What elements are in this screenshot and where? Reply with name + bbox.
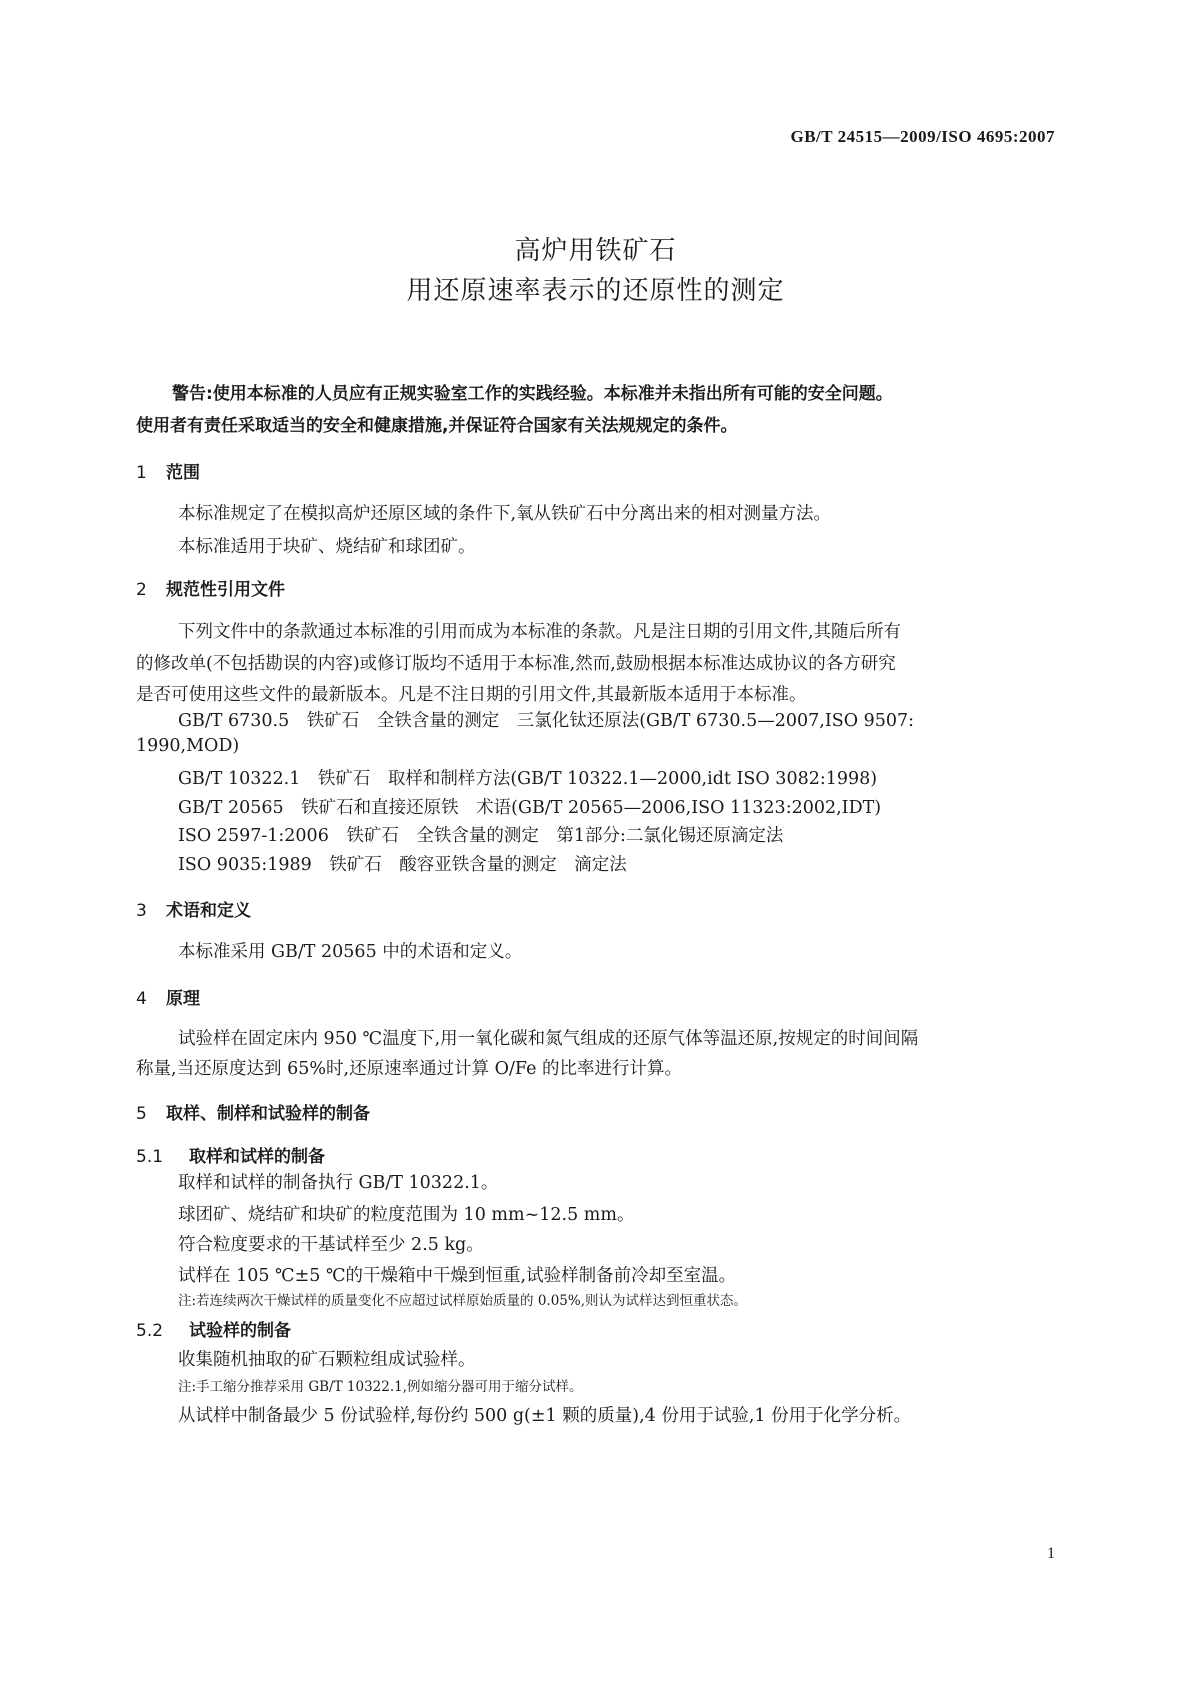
s5-1-line1: 取样和试样的制备执行 GB/T 10322.1。 xyxy=(178,1173,499,1193)
s3-paragraph: 本标准采用 GB/T 20565 中的术语和定义。 xyxy=(178,942,523,962)
safety-warning xyxy=(136,378,1056,442)
reference-5: ISO 9035:1989 铁矿石 酸容亚铁含量的测定 滴定法 xyxy=(178,855,627,875)
subsection-number: 5.1 xyxy=(136,1147,164,1167)
s4-paragraph-line2: 称量,当还原度达到 65%时,还原速率通过计算 O/Fe 的比率进行计算。 xyxy=(136,1059,682,1079)
subsection-title: 取样和试样的制备 xyxy=(189,1147,325,1167)
section-number: 2 xyxy=(136,580,147,600)
s2-intro-line2: 的修改单(不包括勘误的内容)或修订版均不适用于本标准,然而,鼓励根据本标准达成协议的各方研究 xyxy=(136,654,896,674)
section-2-heading xyxy=(136,575,285,600)
s5-2-line2: 从试样中制备最少 5 份试验样,每份约 500 g(±1 颗的质量),4 份用于试验,1 份用于化学分析。 xyxy=(178,1406,912,1426)
s5-1-line4: 试样在 105 ℃±5 ℃的干燥箱中干燥到恒重,试验样制备前冷却至室温。 xyxy=(178,1266,737,1286)
section-1-heading xyxy=(136,458,200,483)
page-number: 1 xyxy=(1047,1545,1055,1562)
section-title: 术语和定义 xyxy=(166,901,251,921)
reference-1-line1: GB/T 6730.5 铁矿石 全铁含量的测定 三氯化钛还原法(GB/T 6730.5—2007,ISO 9507: xyxy=(178,711,915,731)
subsection-5-2-heading xyxy=(136,1316,291,1341)
section-title: 取样、制样和试验样的制备 xyxy=(166,1104,370,1124)
reference-4: ISO 2597-1:2006 铁矿石 全铁含量的测定 第1部分:二氯化锡还原滴定法 xyxy=(178,826,784,846)
subsection-title: 试验样的制备 xyxy=(189,1321,291,1341)
s5-2-line1: 收集随机抽取的矿石颗粒组成试验样。 xyxy=(178,1350,476,1370)
warning-line1: 警告:使用本标准的人员应有正规实验室工作的实践经验。本标准并未指出所有可能的安全问题。 xyxy=(172,384,893,404)
reference-3: GB/T 20565 铁矿石和直接还原铁 术语(GB/T 20565—2006,ISO 11323:2002,IDT) xyxy=(178,798,882,818)
section-title: 范围 xyxy=(166,463,200,483)
subsection-number: 5.2 xyxy=(136,1321,164,1341)
section-number: 3 xyxy=(136,901,147,921)
standard-code: GB/T 24515—2009/ISO 4695:2007 xyxy=(790,127,1055,146)
reference-1-line2: 1990,MOD) xyxy=(136,736,240,756)
s5-2-note: 注:手工缩分推荐采用 GB/T 10322.1,例如缩分器可用于缩分试样。 xyxy=(178,1379,583,1395)
s2-intro-line1: 下列文件中的条款通过本标准的引用而成为本标准的条款。凡是注日期的引用文件,其随后所有 xyxy=(178,622,902,642)
section-number: 4 xyxy=(136,989,147,1009)
section-title: 原理 xyxy=(166,989,200,1009)
s5-1-line2: 球团矿、烧结矿和块矿的粒度范围为 10 mm~12.5 mm。 xyxy=(178,1205,635,1225)
s2-intro-line3: 是否可使用这些文件的最新版本。凡是不注日期的引用文件,其最新版本适用于本标准。 xyxy=(136,685,807,705)
s5-1-line3: 符合粒度要求的干基试样至少 2.5 kg。 xyxy=(178,1235,484,1255)
section-number: 5 xyxy=(136,1104,147,1124)
document-title-line1: 高炉用铁矿石 xyxy=(514,236,677,266)
subsection-5-1-heading xyxy=(136,1142,325,1167)
warning-line2: 使用者有责任采取适当的安全和健康措施,并保证符合国家有关法规规定的条件。 xyxy=(136,416,738,436)
s4-paragraph-line1: 试验样在固定床内 950 ℃温度下,用一氧化碳和氮气组成的还原气体等温还原,按规定的时间间隔 xyxy=(178,1029,919,1049)
s5-1-note: 注:若连续两次干燥试样的质量变化不应超过试样原始质量的 0.05%,则认为试样达到恒重状态。 xyxy=(178,1293,748,1309)
s1-paragraph-2: 本标准适用于块矿、烧结矿和球团矿。 xyxy=(178,537,476,557)
s1-paragraph-1: 本标准规定了在模拟高炉还原区域的条件下,氧从铁矿石中分离出来的相对测量方法。 xyxy=(178,504,832,524)
section-5-heading xyxy=(136,1099,370,1124)
section-number: 1 xyxy=(136,463,147,483)
section-4-heading xyxy=(136,984,200,1009)
section-title: 规范性引用文件 xyxy=(166,580,285,600)
document-title-line2: 用还原速率表示的还原性的测定 xyxy=(406,276,785,306)
section-3-heading xyxy=(136,896,251,921)
reference-2: GB/T 10322.1 铁矿石 取样和制样方法(GB/T 10322.1—2000,idt ISO 3082:1998) xyxy=(178,769,878,789)
